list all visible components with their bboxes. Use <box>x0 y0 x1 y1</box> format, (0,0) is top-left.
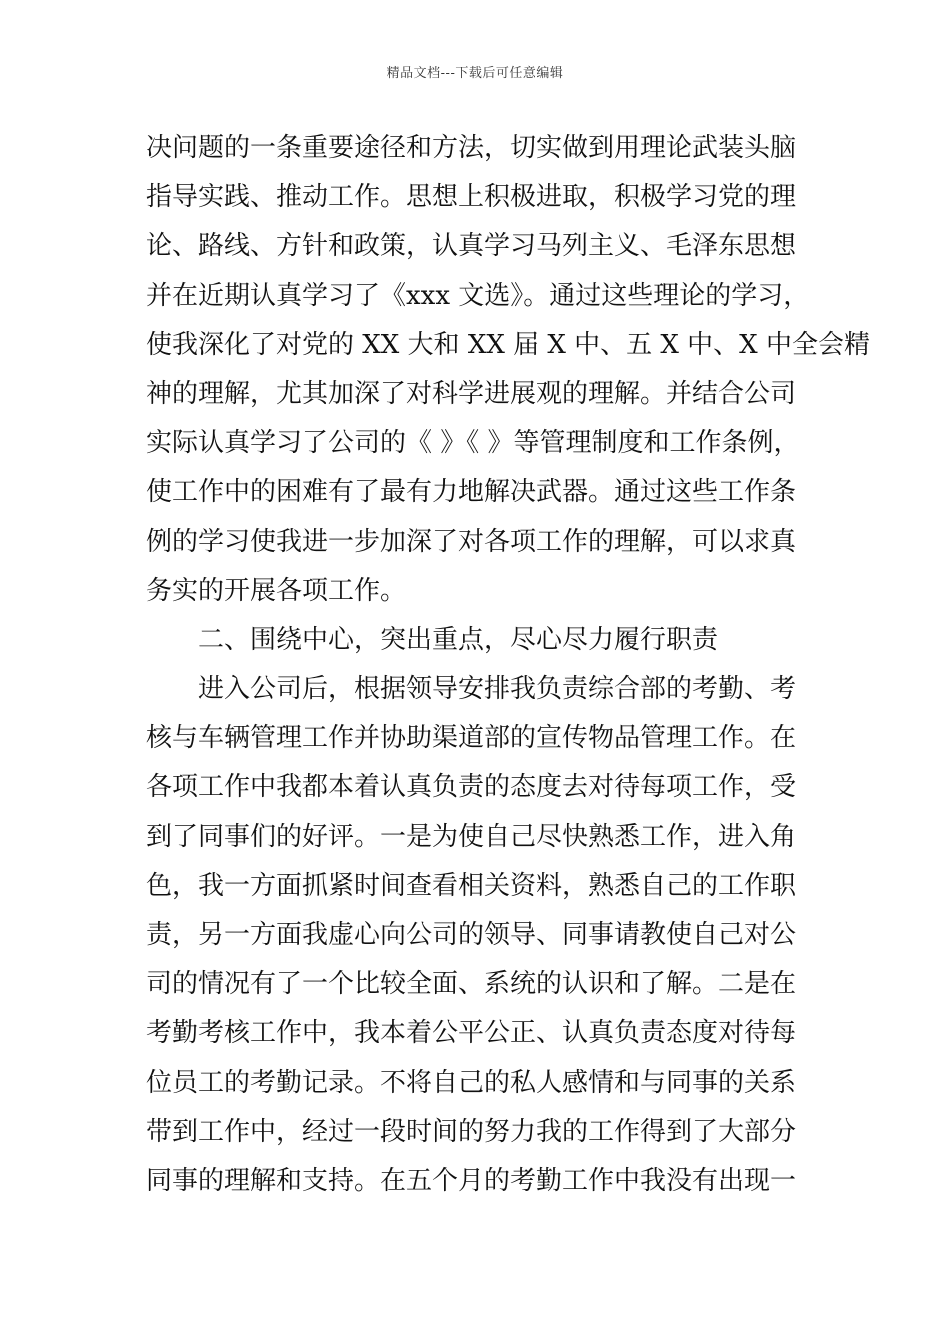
text-line: 务实的开展各项工作。 <box>146 575 407 606</box>
text-line: 责，另一方面我虚心向公司的领导、同事请教使自己对公 <box>146 920 797 950</box>
text-line: 各项工作中我都本着认真负责的态度去对待每项工作，受 <box>146 772 797 803</box>
body-text <box>146 124 870 1206</box>
text-line: 例的学习使我进一步加深了对各项工作的理解，可以求真 <box>146 526 797 557</box>
text-line: 并在近期认真学习了《xxx 文选》。通过这些理论的学习， <box>146 280 810 311</box>
text-line: 论、路线、方针和政策，认真学习马列主义、毛泽东思想 <box>146 231 797 262</box>
text-line: 神的理解，尤其加深了对科学进展观的理解。并结合公司 <box>146 378 797 409</box>
text-line: 进入公司后，根据领导安排我负责综合部的考勤、考 <box>198 674 797 705</box>
text-line: 带到工作中，经过一段时间的努力我的工作得到了大部分 <box>146 1116 797 1147</box>
text-line: 色，我一方面抓紧时间查看相关资料，熟悉自己的工作职 <box>146 870 797 901</box>
text-line: 决问题的一条重要途径和方法，切实做到用理论武装头脑 <box>146 133 797 163</box>
text-line: 考勤考核工作中，我本着公平公正、认真负责态度对待每 <box>146 1018 797 1049</box>
text-line: 二、围绕中心，突出重点，尽心尽力履行职责 <box>198 624 719 655</box>
text-line: 实际认真学习了公司的《 》《 》等管理制度和工作条例， <box>146 428 800 459</box>
text-line: 使我深化了对党的 XX 大和 XX 届 X 中、五 X 中、X 中全会精 <box>146 329 870 360</box>
text-line: 核与车辆管理工作并协助渠道部的宣传物品管理工作。在 <box>146 723 797 754</box>
text-line: 到了同事们的好评。一是为使自己尽快熟悉工作，进入角 <box>146 821 797 852</box>
text-line: 指导实践、推动工作。思想上积极进取，积极学习党的理 <box>146 182 797 213</box>
text-line: 同事的理解和支持。在五个月的考勤工作中我没有出现一 <box>146 1165 797 1196</box>
page-header: 精品文档---下载后可任意编辑 <box>386 66 564 81</box>
text-line: 位员工的考勤记录。不将自己的私人感情和与同事的关系 <box>146 1067 797 1098</box>
text-line: 使工作中的困难有了最有力地解决武器。通过这些工作条 <box>146 477 797 508</box>
text-line: 司的情况有了一个比较全面、系统的认识和了解。二是在 <box>146 969 797 1000</box>
